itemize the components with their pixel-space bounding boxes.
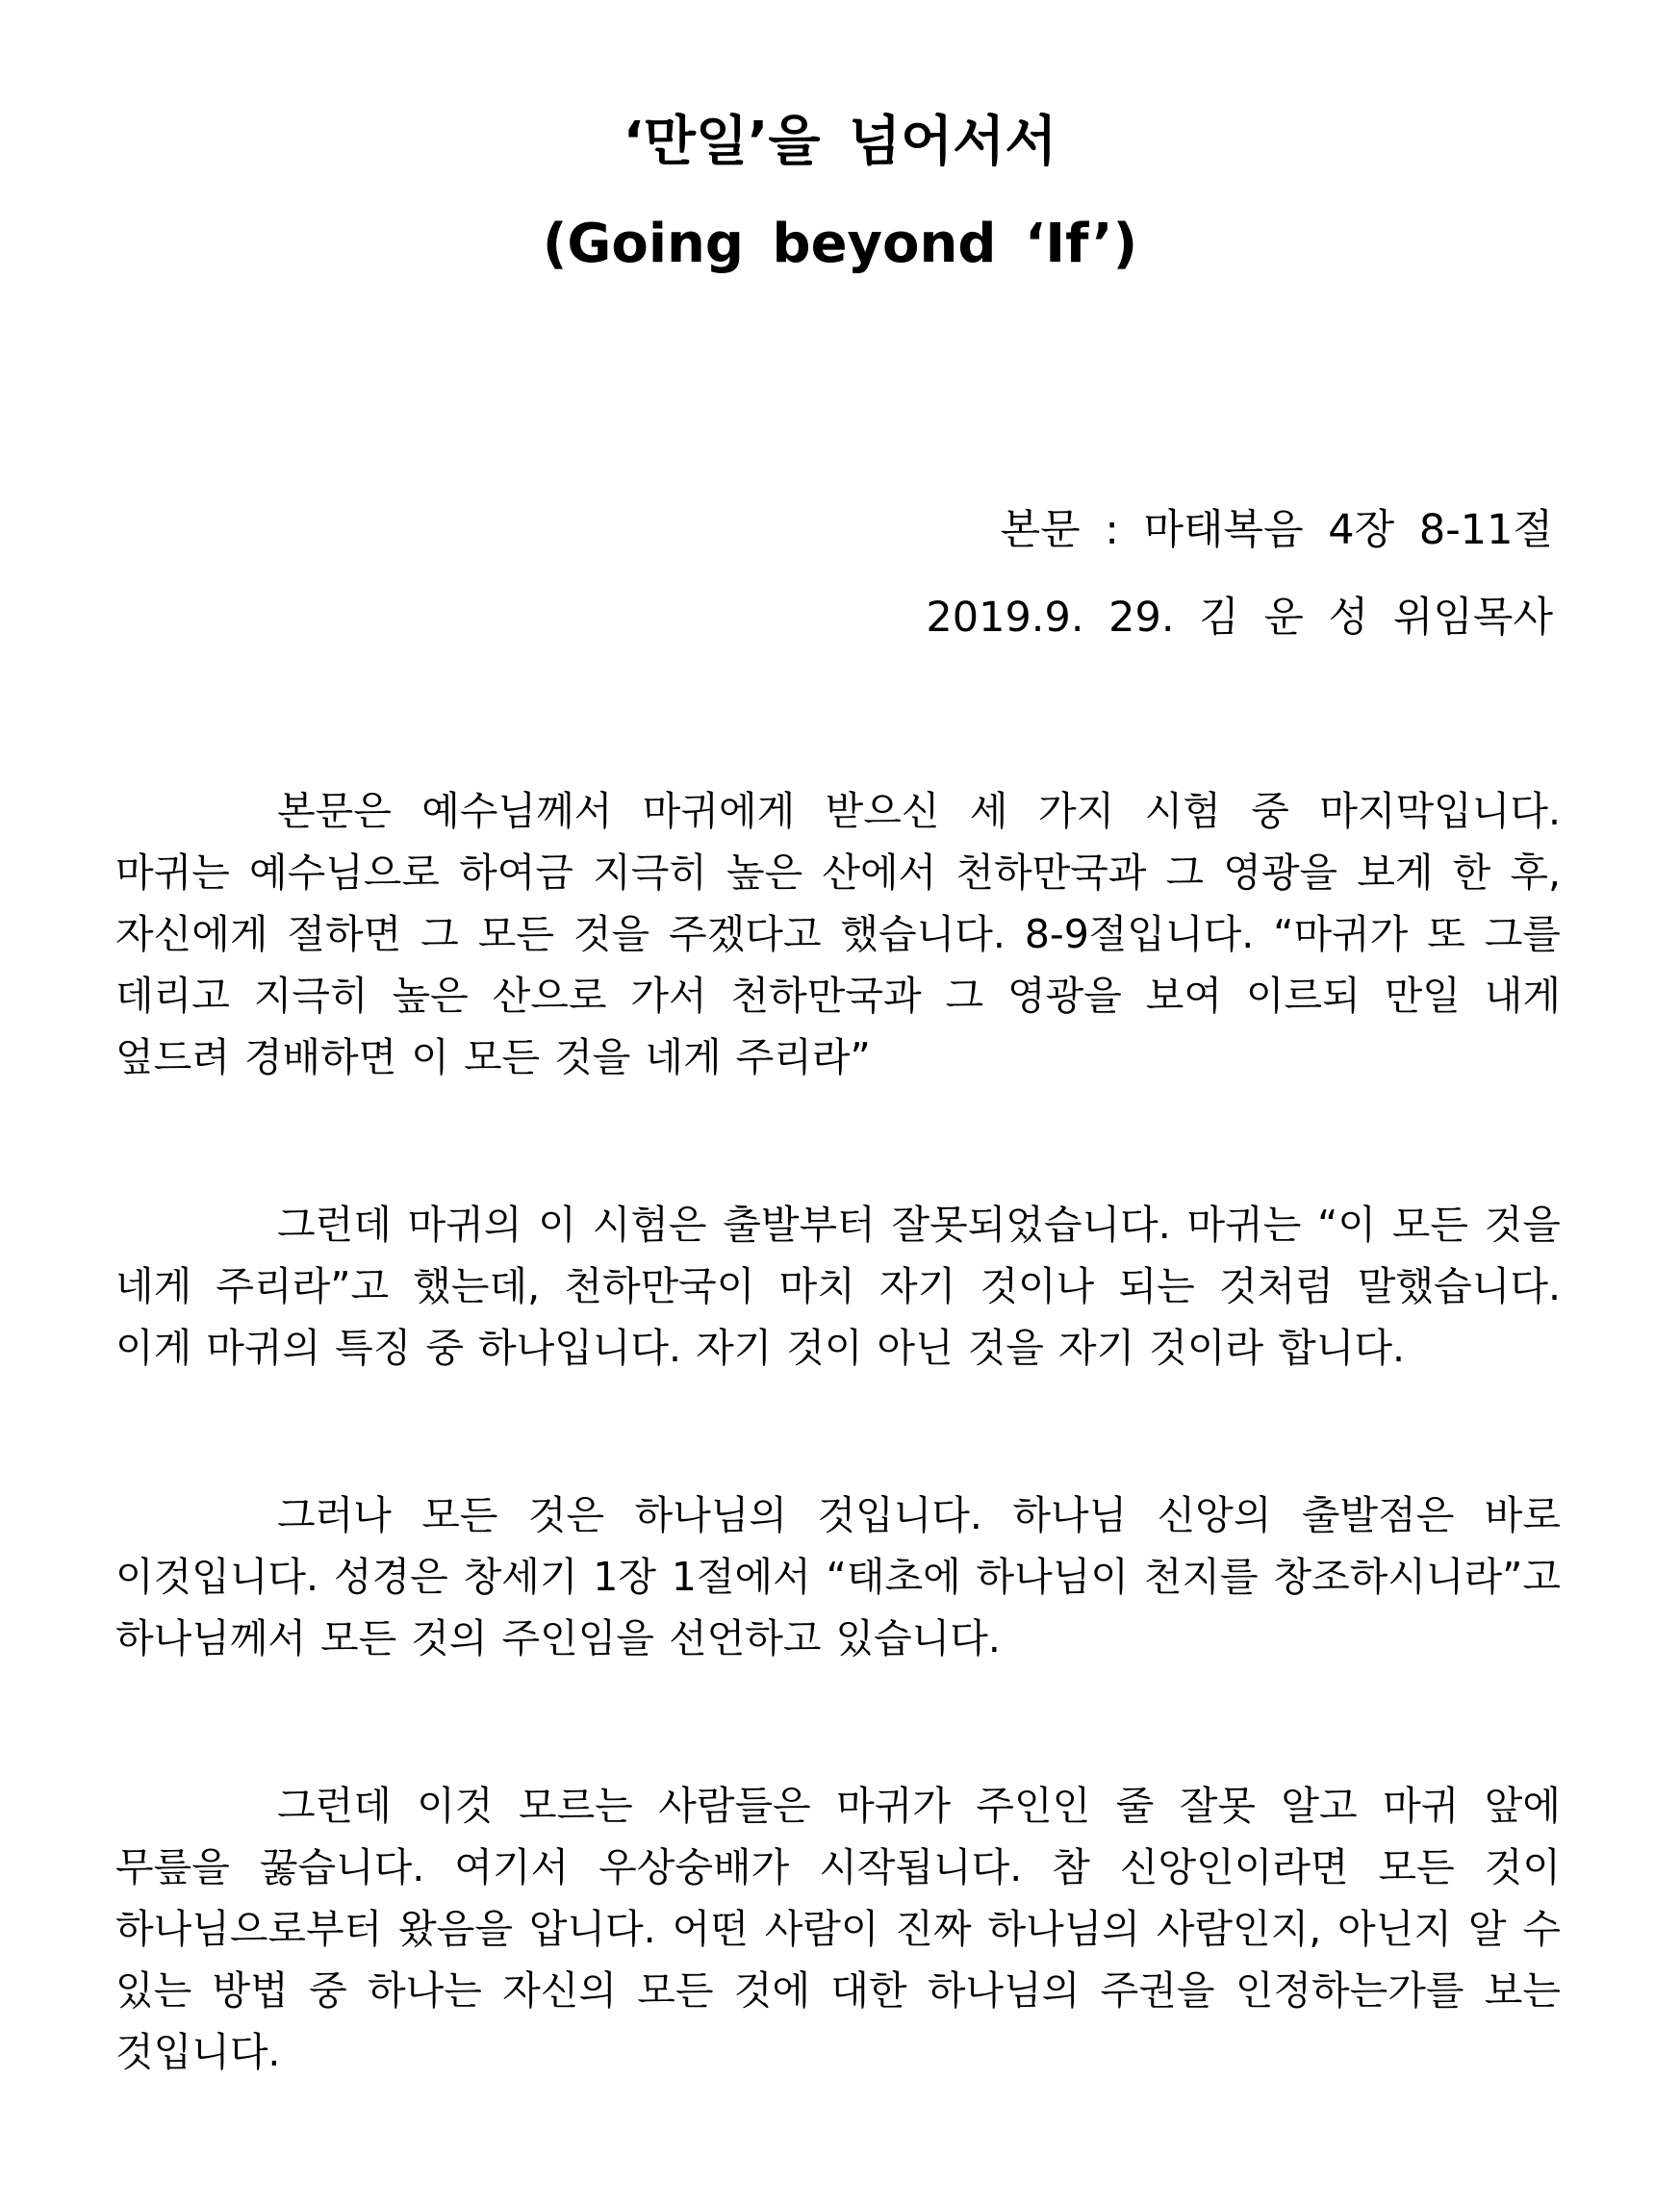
date-and-author: 2019.9. 29. 김 운 성 위임목사 xyxy=(926,594,1553,642)
title-block xyxy=(0,91,1680,295)
sermon-title-korean: ‘만일’을 넘어서서 xyxy=(623,111,1057,173)
sermon-body xyxy=(115,780,1561,2189)
paragraph: 그런데 이것 모르는 사람들은 마귀가 주인인 줄 잘못 알고 마귀 앞에 무릎을 꿇습니다. 여기서 우상숭배가 시작됩니다. 참 신앙인이라면 모든 것이 하나님으로부터 왔음을 압니다. 어떤 사람이 진짜 하나님의 사람인지, 아닌지 알 수 있는 방법 중 하나는 자신의 모든 것에 대한 하나님의 주권을 인정하는가를 보는 것입니다. xyxy=(115,1783,1561,2075)
scripture-reference: 본문 : 마태복음 4장 8-11절 xyxy=(1000,506,1553,554)
paragraph: 그러나 모든 것은 하나님의 것입니다. 하나님 신앙의 출발점은 바로 이것입니다. 성경은 창세기 1장 1절에서 “태초에 하나님이 천지를 창조하시니라”고 하나님께서 모든 것의 주인임을 선언하고 있습니다. xyxy=(115,1492,1561,1661)
paragraph: 본문은 예수님께서 마귀에게 받으신 세 가지 시험 중 마지막입니다. 마귀는 예수님으로 하여금 지극히 높은 산에서 천하만국과 그 영광을 보게 한 후, 자신에게 절하면 그 모든 것을 주겠다고 했습니다. 8-9절입니다. “마귀가 또 그를 데리고 지극히 높은 산으로 가서 천하만국과 그 영광을 보여 이르되 만일 내게 엎드려 경배하면 이 모든 것을 네게 주리라” xyxy=(115,788,1561,1080)
sermon-title-english: (Going beyond ‘If’) xyxy=(542,213,1138,275)
paragraph: 그런데 마귀의 이 시험은 출발부터 잘못되었습니다. 마귀는 “이 모든 것을 네게 주리라”고 했는데, 천하만국이 마치 자기 것이나 되는 것처럼 말했습니다. 이게 마귀의 특징 중 하나입니다. 자기 것이 아닌 것을 자기 것이라 합니다. xyxy=(115,1202,1561,1371)
sermon-meta xyxy=(926,487,1553,662)
